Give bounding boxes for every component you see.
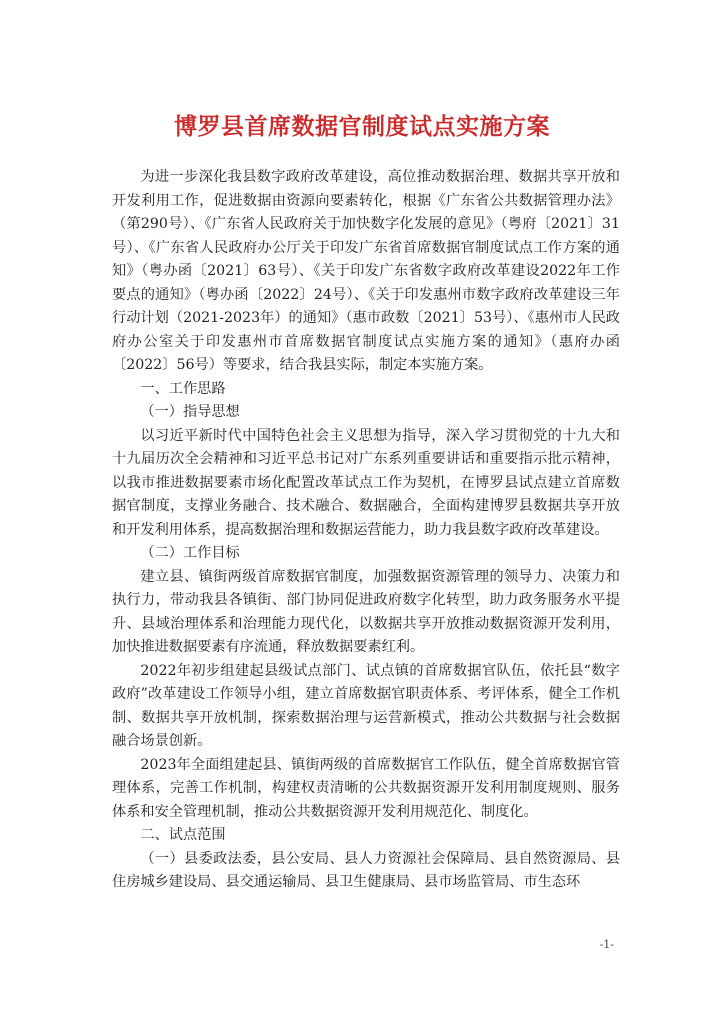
- body-paragraph: 建立县、镇街两级首席数据官制度，加强数据资源管理的领导力、决策力和执行力，带动我县各镇街、部门协同促进政府数字化转型，助力政务服务水平提升、县域治理体系和治理能力现代化，以数据共享开放推动数据资源开发利用，加快推进数据要素有序流通，释放数据要素红利。: [112, 568, 620, 655]
- section-heading: 二、试点范围: [140, 827, 226, 843]
- document-body: [112, 166, 620, 895]
- subsection-heading: （一）指导思想: [140, 404, 240, 420]
- subsection-heading: （二）工作目标: [140, 545, 240, 561]
- body-paragraph: 以习近平新时代中国特色社会主义思想为指导，深入学习贯彻党的十九大和十九届历次全会精神和习近平总书记对广东系列重要讲话和重要指示批示精神，以我市推进数据要素市场化配置改革试点工作为契机，在博罗县试点建立首席数据官制度，支撑业务融合、技术融合、数据融合，全面构建博罗县数据共享开放和开发利用体系，提高数据治理和数据运营能力，助力我县数字政府改革建设。: [112, 427, 620, 538]
- body-paragraph: （一）县委政法委，县公安局、县人力资源社会保障局、县自然资源局、县住房城乡建设局、县交通运输局、县卫生健康局、县市场监管局、市生态环: [112, 850, 620, 890]
- section-heading: 一、工作思路: [140, 380, 226, 397]
- body-paragraph: 2022年初步组建起县级试点部门、试点镇的首席数据官队伍，依托县“数字政府”改革建设工作领导小组，建立首席数据官职责体系、考评体系，健全工作机制、数据共享开放机制，探索数据治理与运营新模式，推动公共数据与社会数据融合场景创新。: [112, 662, 620, 749]
- document-title: 博罗县首席数据官制度试点实施方案: [174, 114, 550, 140]
- page-number: -1-: [599, 938, 614, 951]
- intro-paragraph: 为进一步深化我县数字政府改革建设，高位推动数据治理、数据共享开放和开发利用工作，促进数据由资源向要素转化，根据《广东省公共数据管理办法》（第290号）、《广东省人民政府关于加快数字化发展的意见》（粤府〔2021〕31号）、《广东省人民政府办公厅关于印发广东省首席数据官制度试点工作方案的通知》（粤办函〔2021〕63号）、《关于印发广东省数字政府改革建设2022年工作要点的通知》（粤办函〔2022〕24号）、《关于印发惠州市数字政府改革建设三年行动计划（2021-2023年）的通知》（惠市政数〔2021〕53号）、《惠州市人民政府办公室关于印发惠州市首席数据官制度试点实施方案的通知》（惠府办函〔2022〕56号）等要求，结合我县实际，制定本实施方案。: [112, 169, 620, 373]
- body-paragraph: 2023年全面组建起县、镇街两级的首席数据官工作队伍，健全首席数据官管理体系，完善工作机制，构建权责清晰的公共数据资源开发利用制度规则、服务体系和安全管理机制，推动公共数据资源开发利用规范化、制度化。: [112, 756, 620, 820]
